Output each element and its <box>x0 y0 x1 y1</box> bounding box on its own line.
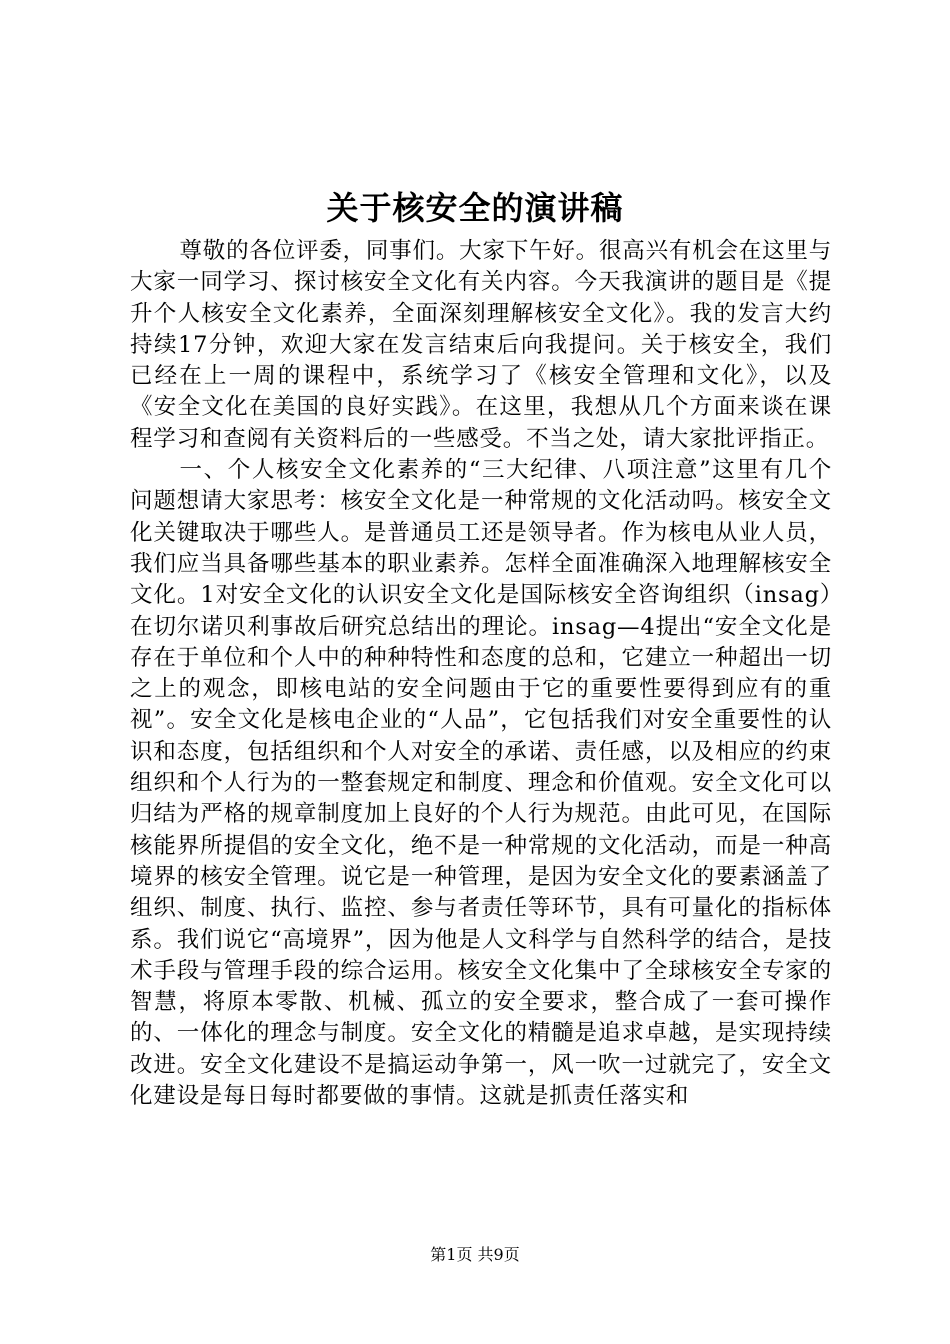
paragraph-introduction: 尊敬的各位评委，同事们。大家下午好。很高兴有机会在这里与大家一同学习、探讨核安全文化有关内容。今天我演讲的题目是《提升个人核安全文化素养，全面深刻理解核安全文化》。我的发言大约持续17分钟，欢迎大家在发言结束后向我提问。关于核安全，我们已经在上一周的课程中，系统学习了《核安全管理和文化》，以及《安全文化在美国的良好实践》。在这里，我想从几个方面来谈在课程学习和查阅有关资料后的一些感受。不当之处，请大家批评指正。 <box>130 238 832 452</box>
document-title: 关于核安全的演讲稿 <box>326 189 624 227</box>
document-body <box>130 236 832 1112</box>
paragraph-section-one: 一、个人核安全文化素养的“三大纪律、八项注意”这里有几个问题想请大家思考：核安全文化是一种常规的文化活动吗。核安全文化关键取决于哪些人。是普通员工还是领导者。作为核电从业人员，我们应当具备哪些基本的职业素养。怎样全面准确深入地理解核安全文化。1对安全文化的认识安全文化是国际核安全咨询组织（insag）在切尔诺贝利事故后研究总结出的理论。insag—4提出“安全文化是存在于单位和个人中的种种特性和态度的总和，它建立一种超出一切之上的观念，即核电站的安全问题由于它的重要性要得到应有的重视”。安全文化是核电企业的“人品”，它包括我们对安全重要性的认识和态度，包括组织和个人对安全的承诺、责任感，以及相应的约束组织和个人行为的一整套规定和制度、理念和价值观。安全文化可以归结为严格的规章制度加上良好的个人行为规范。由此可见，在国际核能界所提倡的安全文化，绝不是一种常规的文化活动，而是一种高境界的核安全管理。说它是一种管理，是因为安全文化的要素涵盖了组织、制度、执行、监控、参与者责任等环节，具有可量化的指标体系。我们说它“高境界”，因为他是人文科学与自然科学的结合，是技术手段与管理手段的综合运用。核安全文化集中了全球核安全专家的智慧，将原本零散、机械、孤立的安全要求，整合成了一套可操作的、一体化的理念与制度。安全文化的精髓是追求卓越，是实现持续改进。安全文化建设不是搞运动争第一，风一吹一过就完了，安全文化建设是每日每时都要做的事情。这就是抓责任落实和 <box>130 457 832 1110</box>
page-number-footer: 第1页 共9页 <box>430 1245 520 1264</box>
